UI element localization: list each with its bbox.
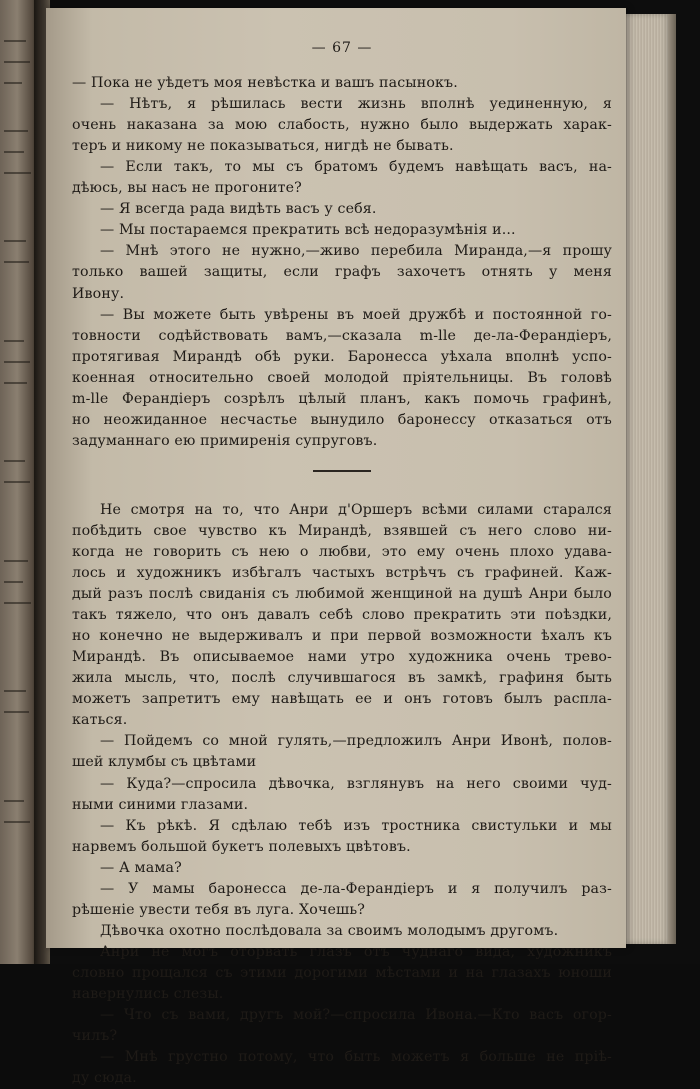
text-line: рѣшеніе увести тебя въ луга. Хочешь? [72,901,365,918]
text-line: m-lle Ферандіеръ созрѣлъ цѣлый планъ, какъ помочь графинѣ, [72,390,612,407]
text-line: — Нѣтъ, я рѣшилась вести жизнь вполнѣ уединенную, я [100,96,612,113]
text-line: — Куда?—спросила дѣвочка, взглянувъ на него своими чуд- [100,775,612,792]
text-section-1 [72,73,612,452]
text-line: дый разъ послѣ свиданія съ любимой женщиной на душѣ Анри было [72,586,612,603]
text-line: нарвемъ большой букетъ полевыхъ цвѣтовъ. [72,838,411,855]
text-line: — Мнѣ грустно потому, что быть можетъ я больше не пріѣ- [100,1049,612,1066]
text-line: такъ тяжело, что онъ давалъ себѣ слово прекратить эти поѣздки, [72,607,612,624]
text-line: — Пока не уѣдетъ моя невѣстка и вашъ пасынокъ. [72,75,458,92]
text-line: побѣдить свое чувство къ Мирандѣ, взявшей съ него слово ни- [72,522,612,539]
section-separator [313,470,371,472]
page-number: — 67 — [311,40,373,56]
text-line: когда не говорить съ нею о любви, это ему очень плохо удава- [72,543,612,560]
text-line: — Если такъ, то мы съ братомъ будемъ навѣщать васъ, на- [100,159,612,176]
text-line: Анри не могъ оторвать глазъ отъ чуднаго вида, художникъ [100,943,612,960]
text-line: ными синими глазами. [72,796,249,813]
text-line: Ивону. [72,285,125,302]
text-line: — Вы можете быть увѣрены въ моей дружбѣ и постоянной го- [100,306,612,323]
text-line: жила мысль, что, послѣ случившагося въ замкѣ, графиня быть [72,670,612,687]
text-line: чилъ? [72,1028,118,1045]
text-line: — У мамы баронесса де-ла-Ферандіеръ и я получилъ раз- [100,880,612,897]
text-line: — Что съ вами, другъ мой?—спросила Ивона.—Кто васъ огор- [100,1007,612,1024]
text-line: — Пойдемъ со мной гулять,—предложилъ Анри Ивонѣ, полов- [100,733,612,750]
text-line: навернулись слезы. [72,985,224,1002]
text-line: — Я всегда рада видѣть васъ у себя. [100,201,377,218]
text-line: коенная относительно своей молодой пріятельницы. Въ головѣ [72,369,612,386]
text-line: Дѣвочка охотно послѣдовала за своимъ молодымъ другомъ. [100,922,559,939]
text-line: можетъ запретитъ ему навѣщать ее и онъ готовъ былъ распла- [72,691,612,708]
text-line: словно прощался съ этими дорогими мѣстами и на глазахъ юноши [72,964,612,981]
text-line: но неожиданное несчастье вынудило баронессу отказаться отъ [72,411,612,428]
text-line: — А мама? [100,859,182,876]
text-line: ду сюда. [72,1070,137,1087]
text-line: шей клумбы съ цвѣтами [72,754,257,771]
book-page [46,8,626,1087]
text-line: лось и художникъ избѣгалъ частыхъ встрѣчъ съ графиней. Каж- [72,565,612,582]
text-section-2 [72,500,612,1089]
book-cover-edge [668,14,676,944]
text-line: теръ и никому не показываться, нигдѣ не бывать. [72,138,454,155]
text-line: Мирандѣ. Въ описываемое нами утро художника очень трево- [72,649,612,666]
text-line: товности содѣйствовать вамъ,—сказала m-lle де-ла-Ферандіеръ, [72,327,612,344]
text-line: только вашей защиты, если графъ захочетъ отнять у меня [72,264,612,281]
text-line: дѣюсь, вы насъ не прогоните? [72,180,302,197]
text-line: задуманнаго ею примиренія супруговъ. [72,432,378,449]
text-line: — Къ рѣкѣ. Я сдѣлаю тебѣ изъ тростника свистульки и мы [100,817,612,834]
left-facing-page [0,0,38,964]
text-line: но конечно не выдерживалъ и при первой возможности ѣхалъ къ [72,628,612,645]
text-line: протягивая Мирандѣ обѣ руки. Баронесса уѣхала вполнѣ успо- [72,348,612,365]
text-line: каться. [72,712,128,729]
text-line: — Мнѣ этого не нужно,—живо перебила Миранда,—я прошу [100,243,612,260]
text-line: очень наказана за мою слабость, нужно было выдержать харак- [72,117,612,134]
text-line: Не смотря на то, что Анри д'Оршеръ всѣми силами старался [100,501,612,518]
page-text-block [72,38,612,1089]
text-line: — Мы постараемся прекратить всѣ недоразумѣнія и... [100,222,516,239]
